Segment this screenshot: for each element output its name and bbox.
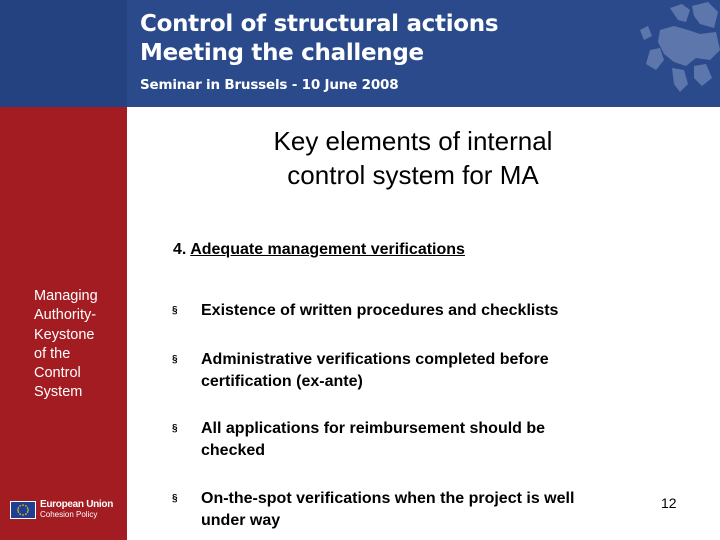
sidebar-caption (34, 287, 124, 403)
eu-logo-line-2: Cohesion Policy (40, 510, 98, 519)
bullet-item (172, 300, 632, 322)
bullet-item (172, 349, 632, 393)
section-heading (173, 241, 465, 259)
bullet-marker-icon: § (172, 423, 178, 434)
eu-cohesion-logo (10, 498, 120, 522)
bullet-text (201, 488, 632, 532)
bullet-line: All applications for reimbursement should be (201, 420, 546, 437)
bullet-item (172, 418, 632, 462)
bullet-text (201, 418, 632, 462)
bullet-line: On-the-spot verifications when the project is well (201, 490, 575, 507)
bullet-line: checked (201, 442, 266, 459)
bullet-line: Administrative verifications completed before (201, 351, 549, 368)
bullet-text (201, 349, 632, 393)
bullet-line: Existence of written procedures and checklists (201, 302, 559, 319)
eu-logo-text (40, 500, 113, 520)
bullet-line: certification (ex-ante) (201, 373, 363, 390)
bullet-line: under way (201, 512, 281, 529)
slide-title-line-2: control system for MA (287, 160, 539, 190)
sidebar-caption-line: System (34, 384, 83, 401)
slide-title (170, 124, 656, 192)
header-banner (0, 0, 720, 107)
sidebar-caption-line: Authority- (34, 307, 97, 324)
page-number: 12 (661, 495, 677, 511)
bullet-marker-icon: § (172, 493, 178, 504)
bullet-marker-icon: § (172, 354, 178, 365)
header-title-line-1: Control of structural actions (140, 11, 499, 37)
sidebar-caption-line: of the (34, 345, 71, 362)
europe-map-icon (630, 0, 720, 107)
bullet-marker-icon: § (172, 305, 178, 316)
eu-logo-line-1: European Union (40, 499, 114, 510)
header-subtitle: Seminar in Brussels - 10 June 2008 (140, 77, 399, 93)
bullet-text (201, 300, 632, 322)
section-number: 4. (173, 241, 187, 258)
slide-title-line-1: Key elements of internal (273, 126, 553, 156)
section-heading-text: Adequate management verifications (190, 241, 465, 258)
header-left-stripe (0, 0, 127, 107)
bullet-item (172, 488, 632, 532)
header-title (140, 10, 498, 68)
header-title-line-2: Meeting the challenge (140, 40, 424, 66)
eu-flag-icon (10, 501, 36, 519)
sidebar-caption-line: Keystone (34, 326, 95, 343)
sidebar-caption-line: Managing (34, 288, 98, 304)
sidebar-caption-line: Control (34, 365, 81, 382)
